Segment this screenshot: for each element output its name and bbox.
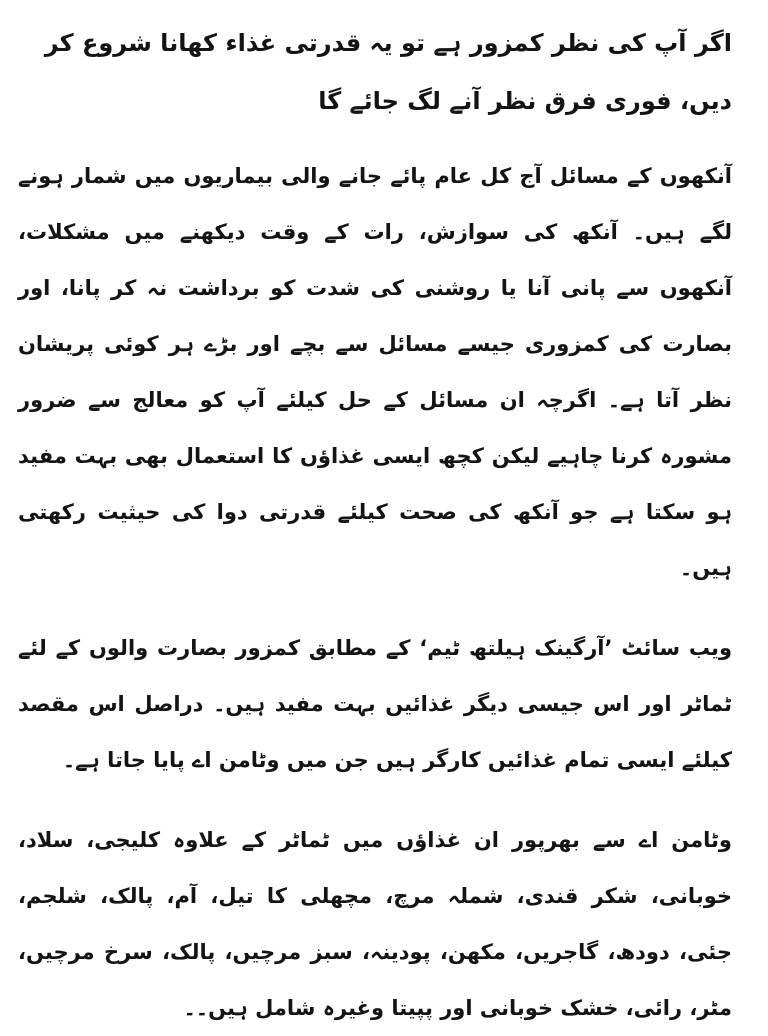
article-paragraph: آنکھوں کے مسائل آج کل عام پائے جانے والی بیماریوں میں شمار ہونے لگے ہیں۔ آنکھ کی سوازش، رات کے وقت دیکھنے میں مشکلات، آنکھوں سے پانی آنا یا روشنی کی شدت کو برداشت نہ کر پانا، اور بصارت کی کمزوری جیسے مسائل سے بچے اور بڑے ہر کوئی پریشان نظر آتا ہے۔ اگرچہ ان مسائل کے حل کیلئے آپ کو معالج سے ضرور مشورہ کرنا چاہیے لیکن کچھ ایسی غذاؤں کا استعمال بھی بہت مفید ہو سکتا ہے جو آنکھ کی صحت کیلئے قدرتی دوا کی حیثیت رکھتی ہیں۔ (18, 164, 732, 580)
article-headline: اگر آپ کی نظر کمزور ہے تو یہ قدرتی غذاء کھانا شروع کر دیں، فوری فرق نظر آنے لگ جائے گا (44, 29, 732, 115)
article-paragraph: وٹامن اے سے بھرپور ان غذاؤں میں ٹماٹر کے علاوہ کلیجی، سلاد، خوبانی، شکر قندی، شملہ مرچ، مچھلی کا تیل، آم، پالک، شلجم، جئی، دودھ، گاجریں، مکھن، پودینہ، سبز مرچیں، پالک، سرخ مرچیں، مٹر، رائی، خشک خوبانی اور پپیتا وغیرہ شامل ہیں۔۔ (18, 828, 732, 1020)
article-paragraph: ویب سائٹ ’آرگینک ہیلتھ ٹیم‘ کے مطابق کمزور بصارت والوں کے لئے ٹماٹر اور اس جیسی دیگر غذائیں بہت مفید ہیں۔ دراصل اس مقصد کیلئے ایسی تمام غذائیں کارگر ہیں جن میں وٹامن اے پایا جاتا ہے۔ (18, 636, 732, 772)
